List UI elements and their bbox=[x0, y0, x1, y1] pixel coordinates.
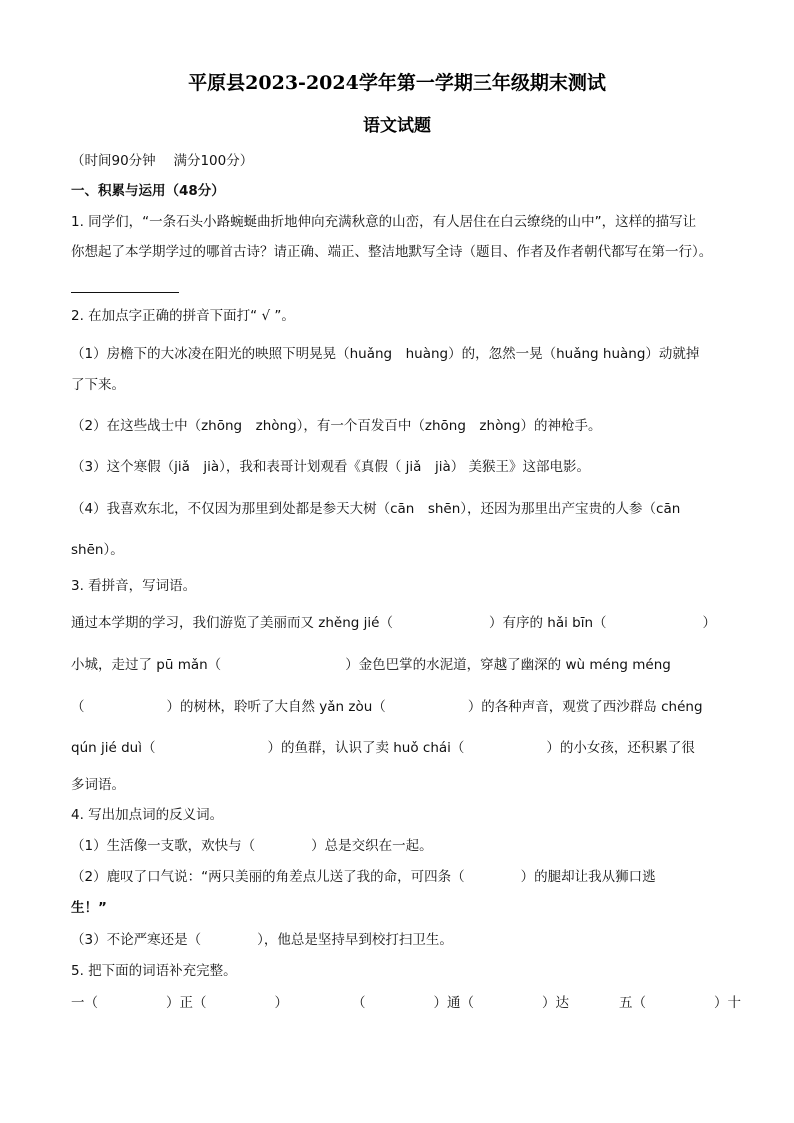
q3-text: ）的小女孩，还积累了很 bbox=[546, 740, 695, 756]
time-info: （时间90分钟 满分100分） bbox=[71, 153, 254, 169]
q3-text: ）有序的 hǎi bīn（ bbox=[488, 615, 607, 631]
q3-text: ）的各种声音，观赏了西沙群岛 chéng bbox=[467, 699, 703, 715]
q5-stem: 5. 把下面的词语补充完整。 bbox=[71, 963, 237, 979]
q3-line2 bbox=[71, 655, 731, 675]
q1-line1: 1. 同学们，“一条石头小路蜿蜒曲折地伸向充满秋意的山峦，有人居住在白云缭绕的山中”，这样的描写让 bbox=[71, 214, 697, 230]
q4-item2 bbox=[71, 867, 731, 887]
q3-text: ）金色巴掌的水泥道，穿越了幽深的 wù méng méng bbox=[345, 657, 671, 673]
q1-answer-line[interactable] bbox=[71, 292, 179, 293]
q3-text: qún jié duì（ bbox=[71, 740, 156, 756]
q2-item2: （2）在这些战士中（zhōng zhòng），有一个百发百中（zhōng zhòng）的神枪手。 bbox=[71, 418, 602, 434]
q3-line4 bbox=[71, 738, 731, 758]
q2-item1-line1: （1）房檐下的大冰凌在阳光的映照下明晃晃（huǎng huàng）的，忽然一晃（huǎng huàng）动就掉 bbox=[71, 346, 700, 362]
q4-text: （1）生活像一支歌，欢快与（ bbox=[71, 838, 256, 854]
q4-text: ）的腿却让我从狮口逃 bbox=[520, 869, 656, 885]
q3-text: 小城，走过了 pū mǎn（ bbox=[71, 657, 222, 673]
q4-item2-line2: 生！” bbox=[71, 900, 107, 916]
q4-item3 bbox=[71, 930, 731, 950]
page-subtitle: 语文试题 bbox=[363, 116, 431, 136]
q4-text: （2）鹿叹了口气说：“两只美丽的角差点儿送了我的命，可四条（ bbox=[71, 869, 465, 885]
q4-stem: 4. 写出加点词的反义词。 bbox=[71, 807, 224, 823]
q2-item4-line1: （4）我喜欢东北，不仅因为那里到处都是参天大树（cān shēn），还因为那里出产宝贵的人参（cān bbox=[71, 501, 681, 517]
q3-line3 bbox=[71, 697, 731, 717]
q3-line1 bbox=[71, 613, 731, 633]
q5-text: ）十 bbox=[714, 995, 741, 1011]
q3-stem: 3. 看拼音，写词语。 bbox=[71, 578, 197, 594]
q5-text: ）通（ bbox=[433, 995, 474, 1011]
q2-item1-line2: 了下来。 bbox=[71, 377, 125, 393]
q3-text: （ bbox=[71, 699, 85, 715]
q3-text: ）的树林，聆听了大自然 yǎn zòu（ bbox=[166, 699, 386, 715]
q5-text: ） bbox=[274, 995, 288, 1011]
section1-heading: 一、积累与运用（48分） bbox=[71, 183, 225, 199]
q4-text: ），他总是坚持早到校打扫卫生。 bbox=[257, 932, 453, 948]
q2-item4-line2: shēn）。 bbox=[71, 542, 124, 558]
q3-text: 通过本学期的学习，我们游览了美丽而又 zhěng jié（ bbox=[71, 615, 393, 631]
q2-item3: （3）这个寒假（jiǎ jià），我和表哥计划观看《真假（ jiǎ jià） 美猴王》这部电影。 bbox=[71, 459, 591, 475]
q4-text: ）总是交织在一起。 bbox=[311, 838, 433, 854]
q4-item1 bbox=[71, 836, 731, 856]
q3-line5: 多词语。 bbox=[71, 777, 125, 793]
q5-words bbox=[71, 993, 741, 1013]
q3-text: ）的鱼群，认识了卖 huǒ chái（ bbox=[267, 740, 465, 756]
q5-text: ）达 bbox=[542, 995, 569, 1011]
q5-text: 五（ bbox=[619, 995, 646, 1011]
q4-text: （3）不论严寒还是（ bbox=[71, 932, 202, 948]
page-title: 平原县2023-2024学年第一学期三年级期末测试 bbox=[188, 72, 606, 94]
q1-line2: 你想起了本学期学过的哪首古诗？请正确、端正、整洁地默写全诗（题目、作者及作者朝代都写在第一行）。 bbox=[71, 244, 713, 260]
q5-text: 一（ bbox=[71, 995, 98, 1011]
q3-text: ） bbox=[702, 615, 717, 631]
q5-text: （ bbox=[352, 995, 366, 1011]
q2-stem: 2. 在加点字正确的拼音下面打“ √ ”。 bbox=[71, 308, 295, 324]
q5-text: ）正（ bbox=[166, 995, 207, 1011]
